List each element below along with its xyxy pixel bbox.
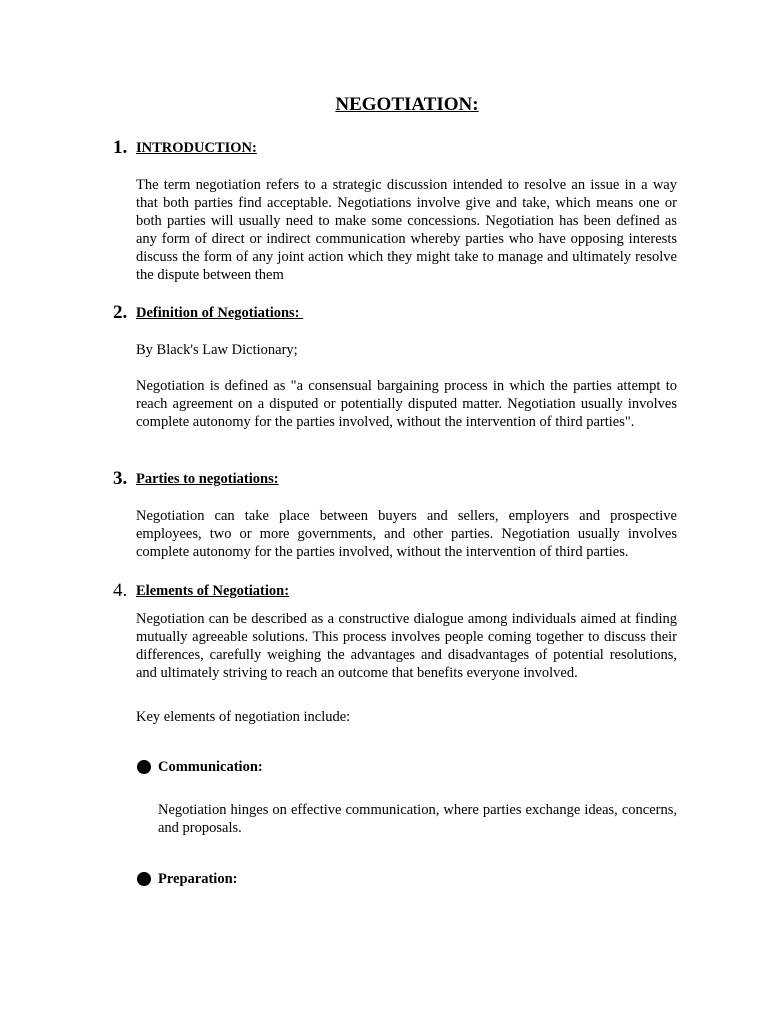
bullet-label-communication: Communication: xyxy=(158,759,263,775)
bullet-text-communication: Negotiation hinges on effective communication, where parties exchange ideas, concerns, and proposals. xyxy=(158,802,677,836)
section-2-paragraph-1: By Black's Law Dictionary; xyxy=(136,342,298,358)
section-1-number: 1. xyxy=(113,137,128,158)
section-4-paragraph-1: Negotiation can be described as a constructive dialogue among individuals aimed at finding mutually agreeable solutions. This process involves people coming together to discuss their differences, carefully weighing the advantages and disadvantages of potential resolutions, and ultimately striving to reach an outcome that benefits everyone involved. xyxy=(136,611,677,681)
section-3-heading: Parties to negotiations: xyxy=(136,471,279,487)
bullet-label-preparation: Preparation: xyxy=(158,871,238,887)
section-4-number: 4. xyxy=(113,580,128,601)
section-3-number: 3. xyxy=(113,468,128,489)
document-title: NEGOTIATION: xyxy=(335,94,479,115)
bullet-dot-icon xyxy=(137,760,151,774)
section-3-paragraph: Negotiation can take place between buyers and sellers, employers and prospective employees, two or more governments, and other parties. Negotiation usually involves complete autonomy for the parties involved, without the intervention of third parties. xyxy=(136,508,677,560)
section-4-paragraph-2: Key elements of negotiation include: xyxy=(136,709,351,725)
section-2-number: 2. xyxy=(113,302,128,323)
bullet-dot-icon xyxy=(137,872,151,886)
section-1-heading: INTRODUCTION: xyxy=(136,140,257,156)
section-2-heading: Definition of Negotiations: xyxy=(136,305,304,321)
section-1-paragraph: The term negotiation refers to a strategic discussion intended to resolve an issue in a way that both parties find acceptable. Negotiations involve give and take, which means one or both parties will usually need to make some concessions. Negotiation has been defined as any form of direct or indirect communication whereby parties who have opposing interests discuss the form of any joint action which they might take to manage and ultimately resolve the dispute between them xyxy=(136,177,677,283)
section-2-paragraph-2: Negotiation is defined as "a consensual bargaining process in which the parties attempt to reach agreement on a disputed or potentially disputed matter. Negotiation usually involves complete autonomy for the parties involved, without the intervention of third parties". xyxy=(136,378,677,430)
section-4-heading: Elements of Negotiation: xyxy=(136,583,290,599)
